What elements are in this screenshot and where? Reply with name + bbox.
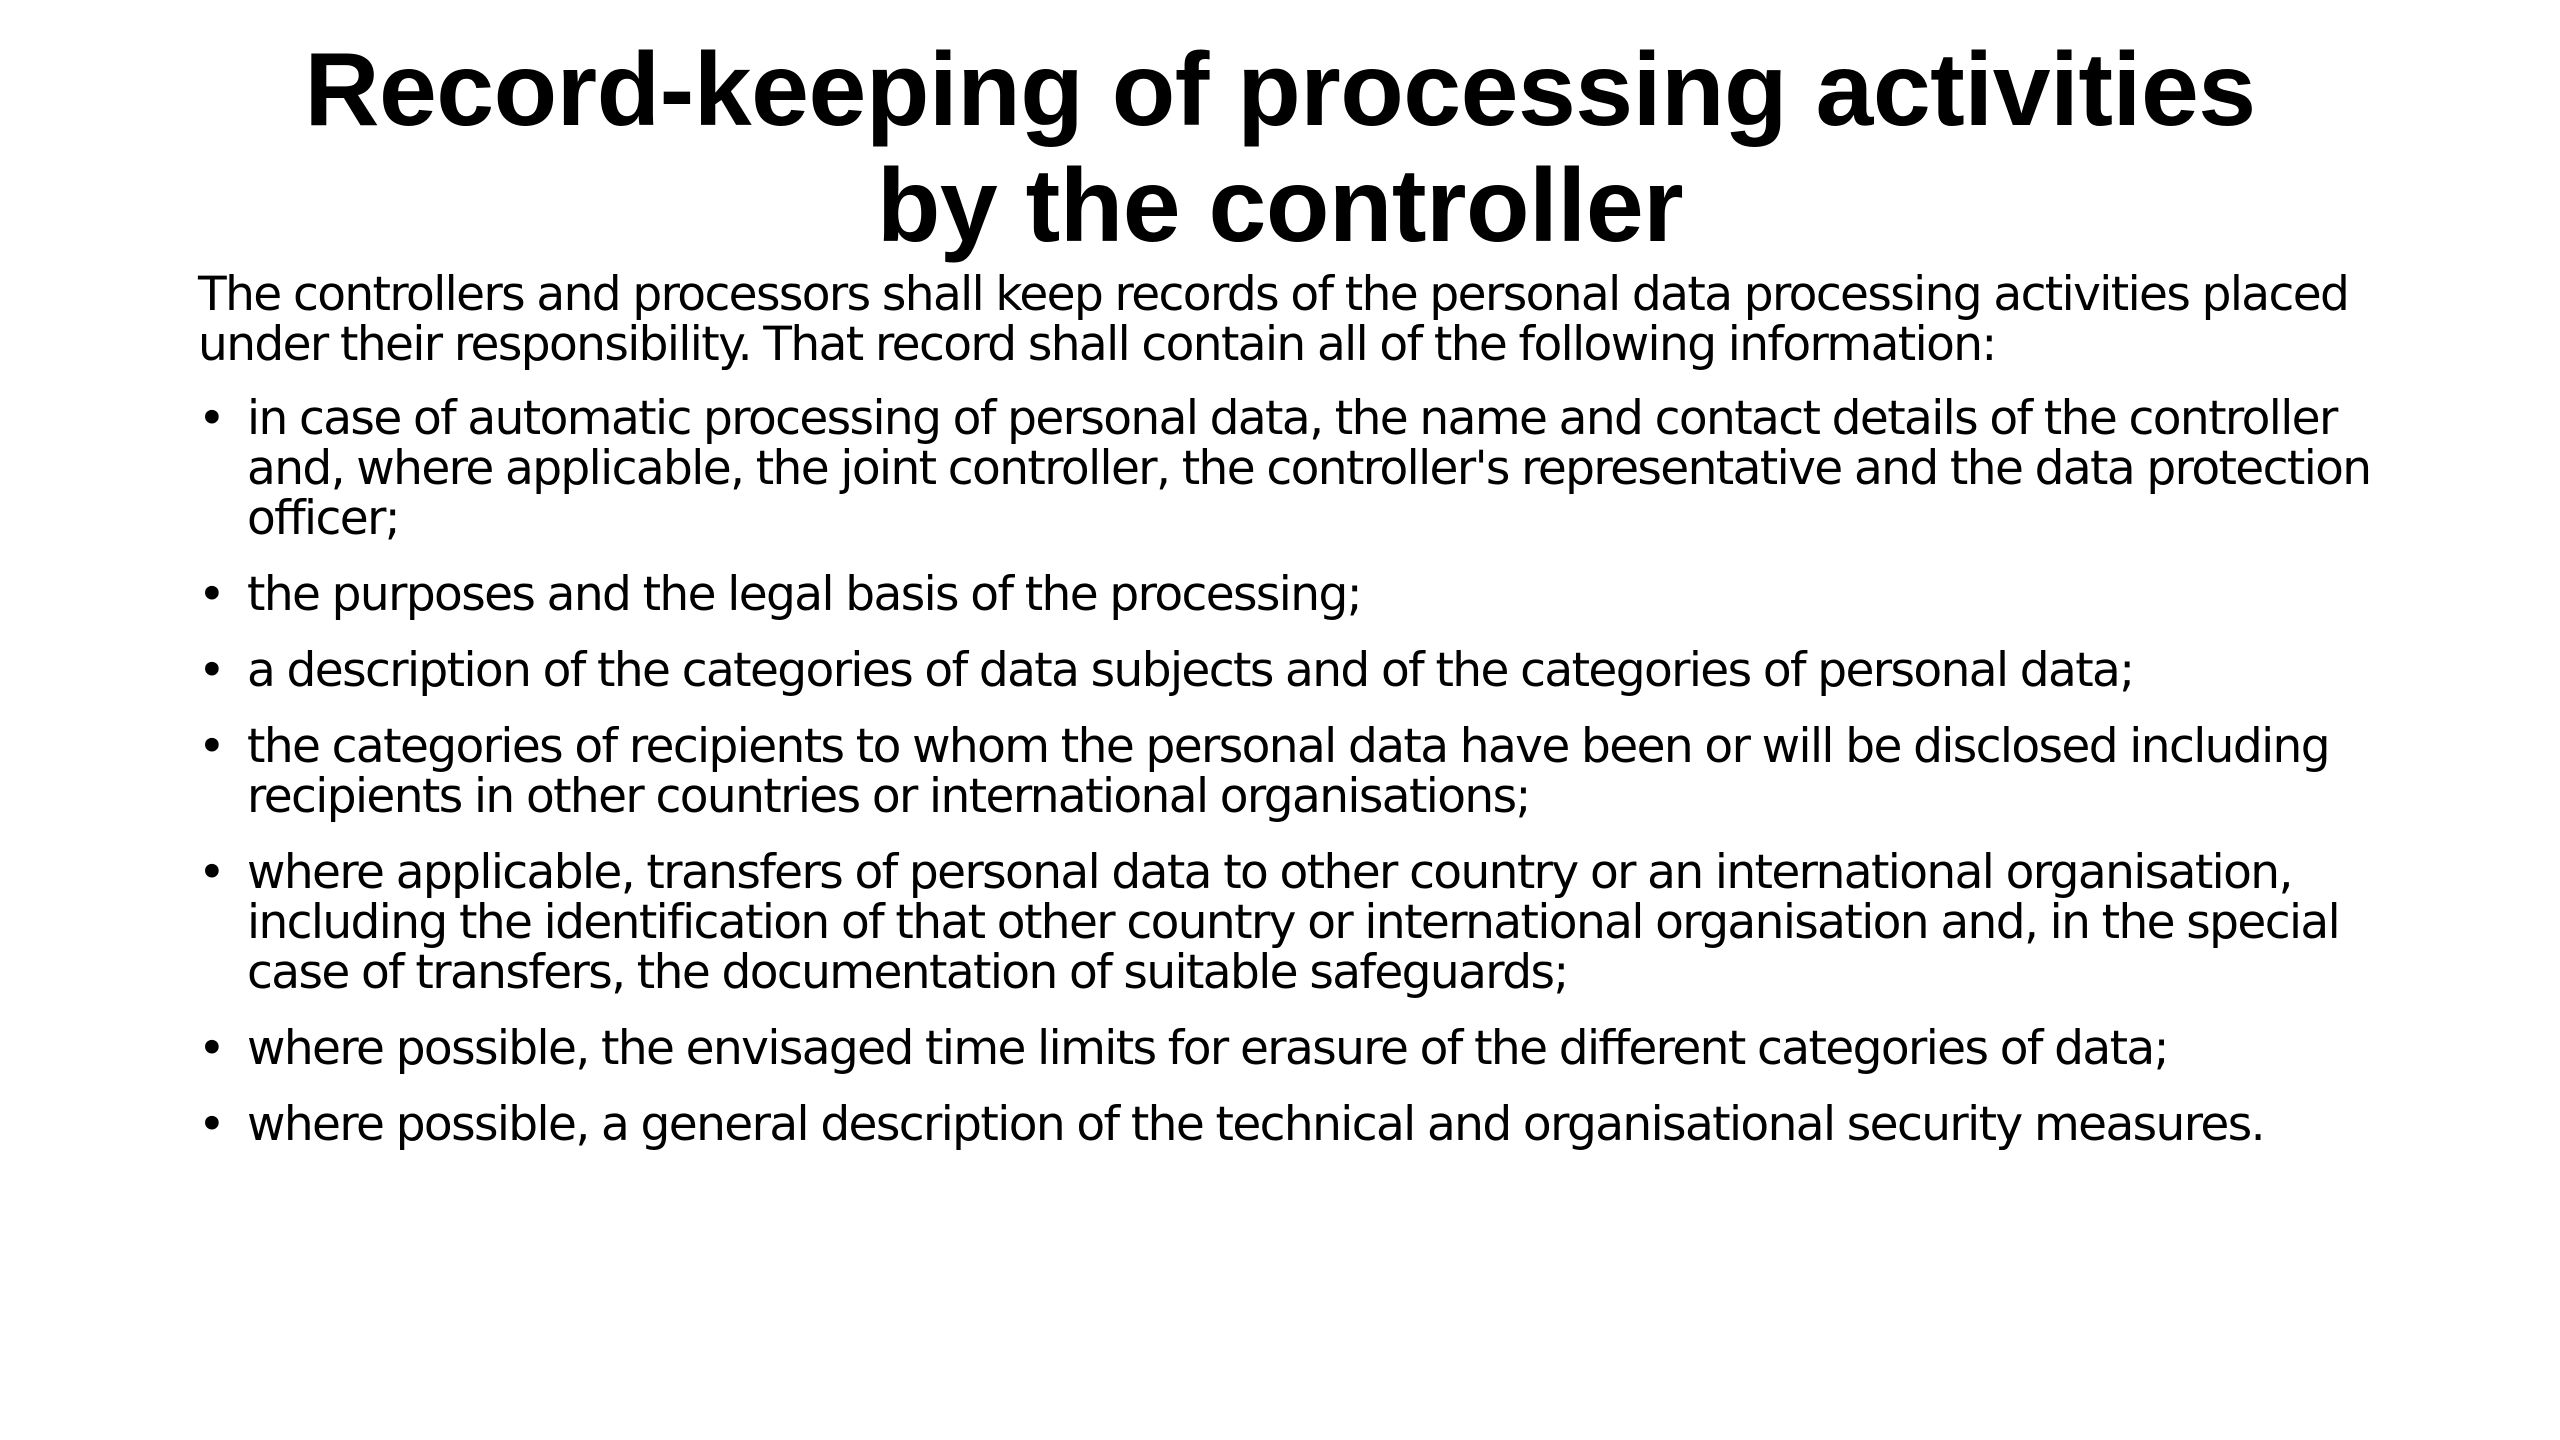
intro-paragraph: The controllers and processors shall keep records of the personal data processing activities placed under their responsibility. That record shall contain all of the following information:: [198, 267, 2349, 372]
list-item-text: the purposes and the legal basis of the processing;: [247, 567, 1361, 622]
list-item-text: in case of automatic processing of personal data, the name and contact details of the controller and, where applicable, the joint controller, the controller's representative and the data protection officer;: [247, 391, 2371, 546]
bullet-list: [198, 391, 2398, 1152]
list-item: [198, 1021, 2398, 1076]
bullet-icon: •: [198, 1021, 225, 1076]
list-item-text: where possible, the envisaged time limits for erasure of the different categories of data;: [247, 1021, 2168, 1076]
list-item: [198, 1097, 2398, 1152]
bullet-icon: •: [198, 845, 225, 900]
list-item: [198, 845, 2398, 1000]
slide-title-line-2: by the controller: [876, 148, 1684, 264]
bullet-icon: •: [198, 719, 225, 774]
slide-title-line-1: Record-keeping of processing activities: [304, 32, 2256, 148]
bullet-icon: •: [198, 567, 225, 622]
list-item: [198, 391, 2398, 546]
slide-title: [150, 32, 2410, 264]
list-item: [198, 719, 2398, 824]
list-item-text: where applicable, transfers of personal data to other country or an international organisation, including the identification of that other country or international organisation and, in the special case of transfers, the documentation of suitable safeguards;: [247, 845, 2340, 1000]
slide-body: [198, 267, 2398, 1176]
list-item-text: where possible, a general description of the technical and organisational security measures.: [247, 1097, 2264, 1152]
list-item-text: the categories of recipients to whom the personal data have been or will be disclosed including recipients in other countries or international organisations;: [247, 719, 2329, 824]
list-item-text: a description of the categories of data subjects and of the categories of personal data;: [247, 643, 2134, 698]
bullet-icon: •: [198, 391, 225, 446]
bullet-icon: •: [198, 1097, 225, 1152]
list-item: [198, 643, 2398, 698]
bullet-icon: •: [198, 643, 225, 698]
list-item: [198, 567, 2398, 622]
